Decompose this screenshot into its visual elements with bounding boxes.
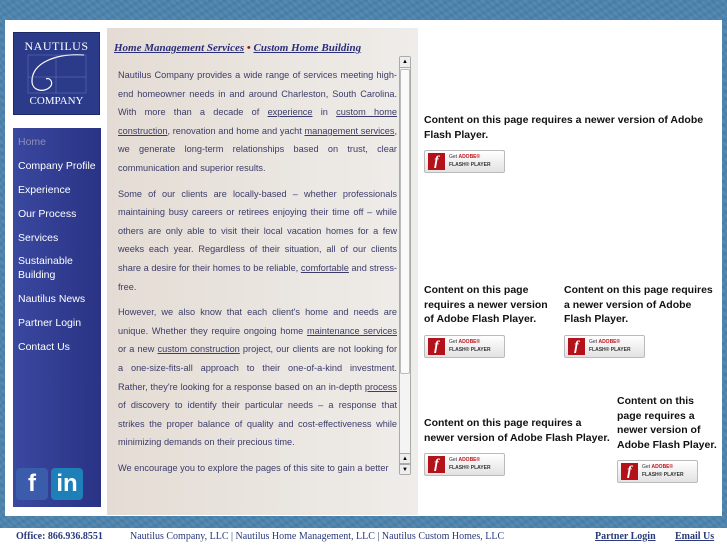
home-management-link[interactable]: Home Management Services	[114, 42, 245, 54]
content-scrollbar[interactable]	[399, 56, 411, 475]
footer-email-us-link[interactable]: Email Us	[675, 531, 715, 542]
paragraph: Nautilus Company provides a wide range of services meeting high-end homeowner needs in and around Charleston, South Carolina. With more than a decade of experience in custom home construction, renovation and home and yacht management services, we generate long-term relationships based on trust, clear communication and superior results.	[118, 70, 397, 173]
content-header: Home Management Services • Custom Home Building	[114, 42, 362, 54]
get-flash-player-button[interactable]: f Get ADOBE® FLASH® PLAYER	[424, 335, 505, 358]
custom-home-construction-link[interactable]: custom home construction	[118, 107, 397, 136]
footer-partner-login-link[interactable]: Partner Login	[595, 531, 656, 542]
comfortable-link[interactable]: comfortable	[300, 262, 349, 273]
nav-our-process[interactable]: Our Process	[18, 208, 77, 220]
company-names: Nautilus Company, LLC | Nautilus Home Management, LLC | Nautilus Custom Homes, LLC	[130, 531, 505, 542]
get-flash-player-button[interactable]: f Get ADOBE® FLASH® PLAYER	[424, 453, 505, 476]
facebook-icon[interactable]: f	[16, 468, 48, 500]
paragraph: Some of our clients are locally-based – whether professionals maintaining busy careers or retirees enjoying their time off – while others are only able to visit their local vacation homes for a few weeks each year. Regardless of their situation, all of our clients share a desire for their homes to be reliable, comfortable and stress-free.	[118, 188, 397, 292]
experience-link[interactable]: experience	[267, 107, 313, 118]
nav-sustainable-building[interactable]: Sustainable Building	[18, 255, 73, 281]
get-flash-player-button[interactable]: f Get ADOBE® FLASH® PLAYER	[424, 150, 505, 173]
nautilus-shell-icon	[26, 53, 88, 95]
nav-home[interactable]: Home	[18, 136, 47, 148]
nav-partner-login[interactable]: Partner Login	[18, 317, 82, 329]
flash-icon: f	[568, 338, 585, 355]
flash-placeholder: Content on this page requires a newer version of Adobe Flash Player. f Get ADOBE® FLASH® PLAYER	[424, 283, 554, 358]
footer	[0, 528, 727, 545]
management-services-link[interactable]: management services	[304, 125, 395, 136]
main-content	[107, 28, 418, 515]
flash-icon: f	[428, 153, 445, 170]
linkedin-icon[interactable]: in	[51, 468, 83, 500]
flash-placeholder: Content on this page requires a newer version of Adobe Flash Player. f Get ADOBE® FLASH® PLAYER	[424, 113, 714, 173]
scrollbar-thumb[interactable]	[400, 69, 410, 374]
custom-construction-link[interactable]: custom construction	[157, 344, 240, 355]
paragraph: We encourage you to explore the pages of this site to gain a better	[118, 462, 389, 473]
process-link[interactable]: process	[364, 381, 397, 392]
nav-company-profile[interactable]: Company Profile	[18, 160, 96, 172]
sidebar-nav	[13, 128, 101, 507]
paragraph: However, we also know that each client's home and needs are unique. Whether they require ongoing home maintenance services or a new custom construction project, our clients are not looking for a one-size-fits-all approach to their one-of-a-kind investment. Rather, they're looking for a response based on an in-depth process of discovery to identify their particular needs – a response that strikes the proper balance of quality and cost-effectiveness while minimizing demands on their precious time.	[118, 307, 397, 448]
flash-icon: f	[428, 338, 445, 355]
custom-home-building-link[interactable]: Custom Home Building	[253, 42, 362, 54]
nautilus-logo[interactable]: NAUTILUS COMPANY	[13, 32, 100, 115]
scroll-up-icon[interactable]: ▲	[400, 453, 410, 464]
maintenance-services-link[interactable]: maintenance services	[306, 325, 397, 336]
flash-icon: f	[621, 463, 638, 480]
flash-placeholder: Content on this page requires a newer version of Adobe Flash Player. f Get ADOBE® FLASH® PLAYER	[617, 394, 717, 483]
get-flash-player-button[interactable]: f Get ADOBE® FLASH® PLAYER	[617, 460, 698, 483]
flash-placeholder: Content on this page requires a newer version of Adobe Flash Player. f Get ADOBE® FLASH® PLAYER	[424, 416, 614, 476]
nav-services[interactable]: Services	[18, 232, 59, 244]
get-flash-player-button[interactable]: f Get ADOBE® FLASH® PLAYER	[564, 335, 645, 358]
nav-nautilus-news[interactable]: Nautilus News	[18, 293, 86, 305]
content-text[interactable]	[118, 66, 397, 484]
nav-experience[interactable]: Experience	[18, 184, 71, 196]
scroll-up-icon[interactable]: ▲	[400, 57, 410, 68]
flash-placeholder: Content on this page requires a newer version of Adobe Flash Player. f Get ADOBE® FLASH® PLAYER	[564, 283, 719, 358]
scroll-down-icon[interactable]: ▼	[400, 464, 410, 475]
office-phone: Office: 866.936.8551	[16, 531, 103, 542]
flash-icon: f	[428, 456, 445, 473]
nav-contact-us[interactable]: Contact Us	[18, 341, 70, 353]
